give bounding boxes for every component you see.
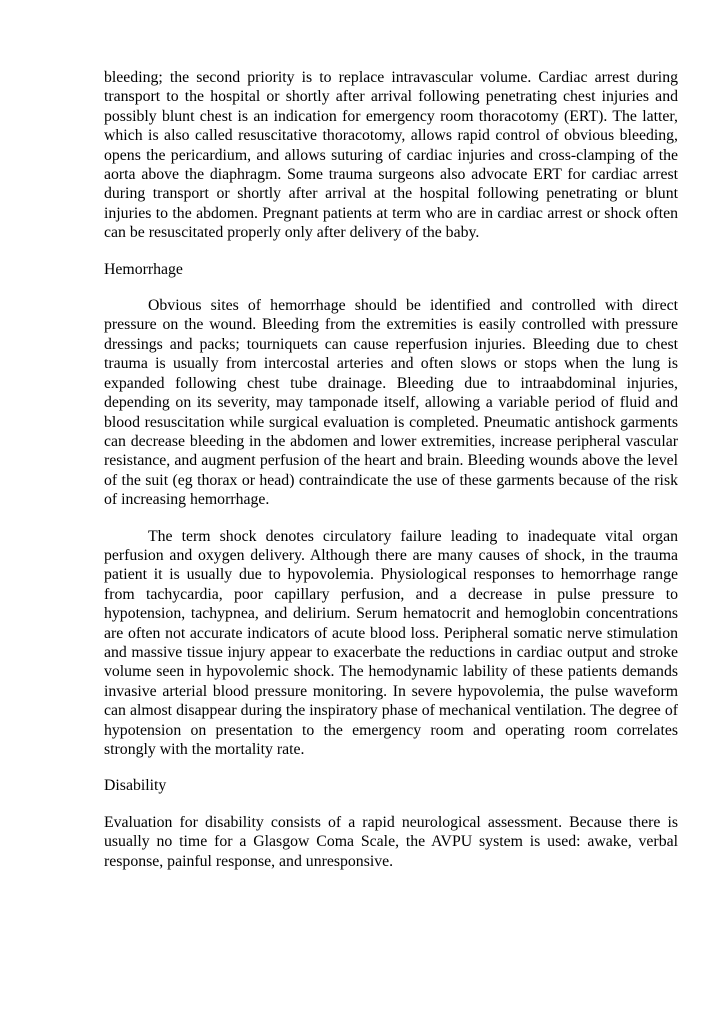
document-page	[104, 68, 678, 871]
section-heading-hemorrhage: Hemorrhage	[104, 260, 183, 278]
paragraph-disability: Evaluation for disability consists of a rapid neurological assessment. Because there is usually no time for a Glasgow Coma Scale, the AVPU system is used: awake, verbal response, painful response, and unresponsive.	[104, 813, 678, 870]
paragraph-shock: The term shock denotes circulatory failure leading to inadequate vital organ perfusion and oxygen delivery. Although there are many causes of shock, in the trauma patient it is usually due to hypovolemia. Physiological responses to hemorrhage range from tachycardia, poor capillary perfusion, and a decrease in pulse pressure to hypotension, tachypnea, and delirium. Serum hematocrit and hemoglobin concentrations are often not accurate indicators of acute blood loss. Peripheral somatic nerve stimulation and massive tissue injury appear to exacerbate the reductions in cardiac output and stroke volume seen in hypovolemic shock. The hemodynamic lability of these patients demands invasive arterial blood pressure monitoring. In severe hypovolemia, the pulse waveform can almost disappear during the inspiratory phase of mechanical ventilation. The degree of hypotension on presentation to the emergency room and operating room correlates strongly with the mortality rate.	[104, 527, 678, 758]
paragraph-hemorrhage-sites: Obvious sites of hemorrhage should be identified and controlled with direct pressure on the wound. Bleeding from the extremities is easily controlled with pressure dressings and packs; tourniquets can cause reperfusion injuries. Bleeding due to chest trauma is usually from intercostal arteries and often slows or stops when the lung is expanded following chest tube drainage. Bleeding due to intraabdominal injuries, depending on its severity, may tamponade itself, allowing a variable period of fluid and blood resuscitation while surgical evaluation is completed. Pneumatic antishock garments can decrease bleeding in the abdomen and lower extremities, increase peripheral vascular resistance, and augment perfusion of the heart and brain. Bleeding wounds above the level of the suit (eg thorax or head) contraindicate the use of these garments because of the risk of increasing hemorrhage.	[104, 297, 678, 509]
paragraph-cardiac-arrest: bleeding; the second priority is to replace intravascular volume. Cardiac arrest during transport to the hospital or shortly after arrival following penetrating chest injuries and possibly blunt chest is an indication for emergency room thoracotomy (ERT). The latter, which is also called resuscitative thoracotomy, allows rapid control of obvious bleeding, opens the pericardium, and allows suturing of cardiac injuries and cross-clamping of the aorta above the diaphragm. Some trauma surgeons also advocate ERT for cardiac arrest during transport or shortly after arrival at the hospital following penetrating or blunt injuries to the abdomen. Pregnant patients at term who are in cardiac arrest or shock often can be resuscitated properly only after delivery of the baby.	[104, 69, 678, 242]
section-heading-disability: Disability	[104, 777, 167, 795]
